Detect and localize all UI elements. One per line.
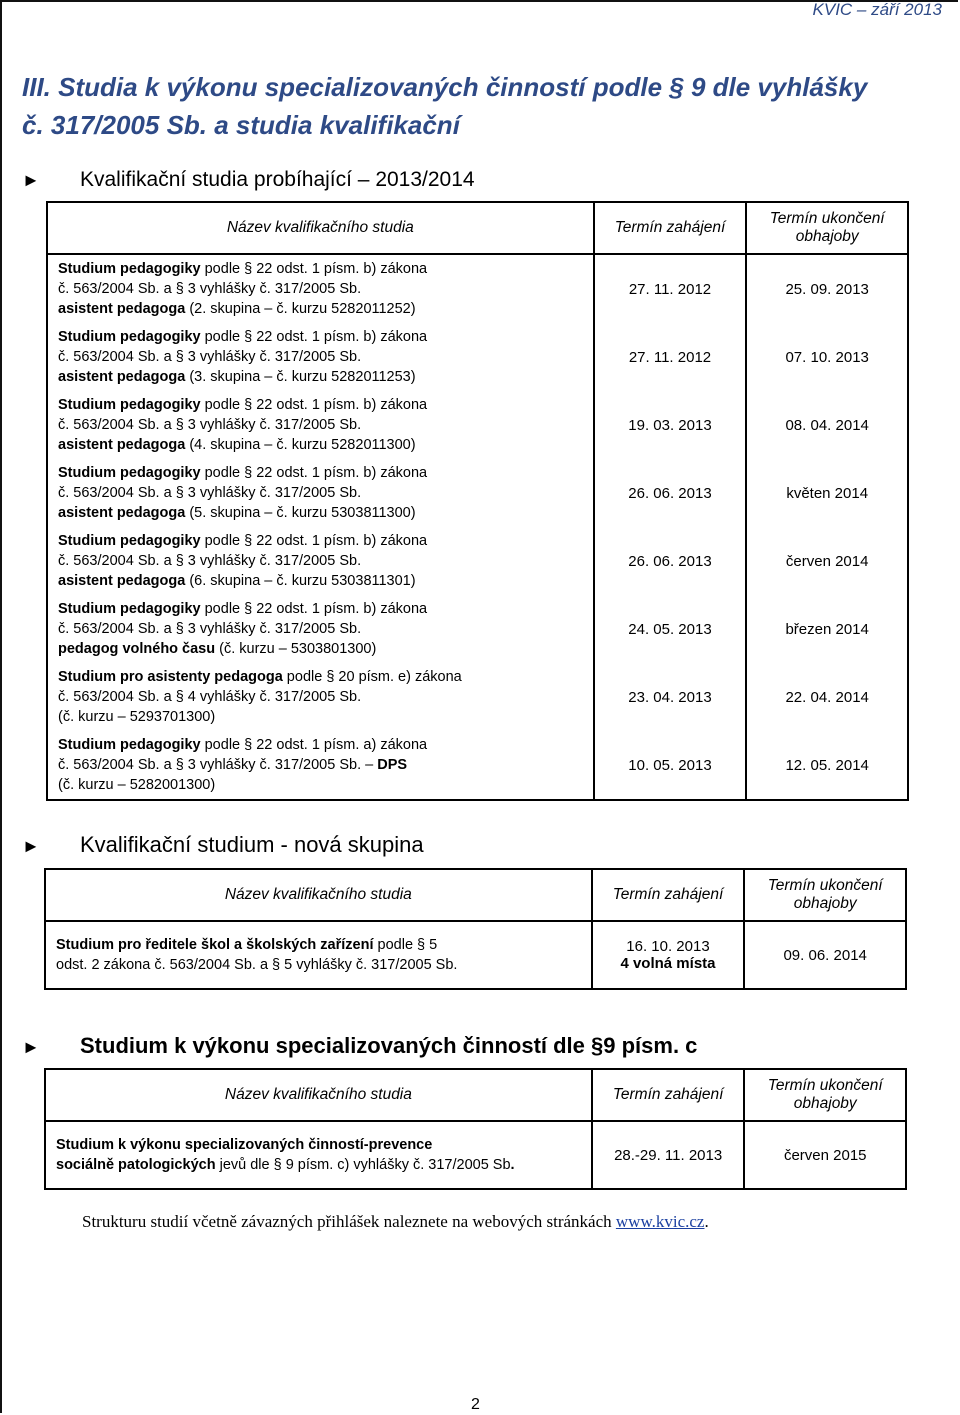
table-row (47, 731, 908, 800)
table-row (47, 527, 908, 595)
start-date: 10. 05. 2013 (594, 731, 747, 800)
table-row (45, 921, 906, 989)
arrow-right-icon: ► (22, 836, 40, 856)
study-name: Studium pedagogiky podle § 22 odst. 1 písm. b) zákona č. 563/2004 Sb. a § 3 vyhlášky č. 317/2005 Sb. asistent pedagoga (5. skupina – č. kurzu 5303811300) (47, 459, 594, 527)
arrow-right-icon: ► (22, 1037, 40, 1057)
start-date: 28.-29. 11. 2013 (592, 1121, 745, 1189)
study-name: Studium pro ředitele škol a školských zařízení podle § 5 odst. 2 zákona č. 563/2004 Sb. a § 5 vyhlášky č. 317/2005 Sb. (45, 921, 592, 989)
col-end: Termín ukončení obhajoby (744, 1069, 906, 1121)
table-row (47, 459, 908, 527)
col-start: Termín zahájení (592, 1069, 745, 1121)
col-name: Název kvalifikačního studia (47, 202, 594, 254)
running-header: KVIC – září 2013 (812, 0, 942, 19)
start-date: 26. 06. 2013 (594, 527, 747, 595)
end-date: květen 2014 (746, 459, 908, 527)
section2-heading: ► Kvalifikační studium - nová skupina (22, 832, 424, 857)
col-name: Název kvalifikačního studia (45, 1069, 592, 1121)
start-date: 23. 04. 2013 (594, 663, 747, 731)
end-date: červen 2015 (744, 1121, 906, 1189)
col-end: Termín ukončení obhajoby (744, 869, 906, 921)
end-date: 08. 04. 2014 (746, 391, 908, 459)
table-header-row (45, 869, 906, 921)
page-number: 2 (471, 1396, 480, 1413)
current-studies-table (46, 201, 909, 801)
start-date: 19. 03. 2013 (594, 391, 747, 459)
study-name: Studium pedagogiky podle § 22 odst. 1 písm. a) zákona č. 563/2004 Sb. a § 3 vyhlášky č. 317/2005 Sb. – DPS (č. kurzu – 5282001300) (47, 731, 594, 800)
study-name: Studium pedagogiky podle § 22 odst. 1 písm. b) zákona č. 563/2004 Sb. a § 3 vyhlášky č. 317/2005 Sb. pedagog volného času (č. kurzu – 5303801300) (47, 595, 594, 663)
study-name: Studium pedagogiky podle § 22 odst. 1 písm. b) zákona č. 563/2004 Sb. a § 3 vyhlášky č. 317/2005 Sb. asistent pedagoga (4. skupina – č. kurzu 5282011300) (47, 391, 594, 459)
section3-heading: ► Studium k výkonu specializovaných činností dle §9 písm. c (22, 1033, 698, 1058)
arrow-right-icon: ► (22, 170, 40, 190)
table-row (47, 595, 908, 663)
study-name: Studium pedagogiky podle § 22 odst. 1 písm. b) zákona č. 563/2004 Sb. a § 3 vyhlášky č. 317/2005 Sb. asistent pedagoga (3. skupina – č. kurzu 5282011253) (47, 323, 594, 391)
table-header-row (47, 202, 908, 254)
col-name: Název kvalifikačního studia (45, 869, 592, 921)
col-end: Termín ukončení obhajoby (746, 202, 908, 254)
study-name: Studium pedagogiky podle § 22 odst. 1 písm. b) zákona č. 563/2004 Sb. a § 3 vyhlášky č. 317/2005 Sb. asistent pedagoga (6. skupina – č. kurzu 5303811301) (47, 527, 594, 595)
table-row (47, 663, 908, 731)
start-date: 16. 10. 2013 4 volná místa (592, 921, 745, 989)
end-date: červen 2014 (746, 527, 908, 595)
start-date: 27. 11. 2012 (594, 323, 747, 391)
study-name: Studium k výkonu specializovaných činností-prevence sociálně patologických jevů dle § 9 písm. c) vyhlášky č. 317/2005 Sb. (45, 1121, 592, 1189)
table-row (47, 254, 908, 323)
page-title: III. Studia k výkonu specializovaných činností podle § 9 dle vyhlášky č. 317/2005 Sb. a studia kvalifikační (22, 72, 868, 140)
start-date: 27. 11. 2012 (594, 254, 747, 323)
end-date: březen 2014 (746, 595, 908, 663)
table-row (47, 323, 908, 391)
table-row (45, 1121, 906, 1189)
kvic-website-link[interactable]: www.kvic.cz (615, 1212, 705, 1231)
end-date: 12. 05. 2014 (746, 731, 908, 800)
table-header-row (45, 1069, 906, 1121)
footer-note: Strukturu studií včetně závazných přihlášek naleznete na webových stránkách www.kvic.cz. (82, 1212, 709, 1231)
free-places-note: 4 volná místa (620, 955, 716, 972)
new-group-table (44, 868, 907, 990)
end-date: 07. 10. 2013 (746, 323, 908, 391)
specialized-studies-table (44, 1068, 907, 1190)
end-date: 09. 06. 2014 (744, 921, 906, 989)
study-name: Studium pedagogiky podle § 22 odst. 1 písm. b) zákona č. 563/2004 Sb. a § 3 vyhlášky č. 317/2005 Sb. asistent pedagoga (2. skupina – č. kurzu 5282011252) (47, 254, 594, 323)
col-start: Termín zahájení (594, 202, 747, 254)
col-start: Termín zahájení (592, 869, 745, 921)
start-date: 24. 05. 2013 (594, 595, 747, 663)
study-name: Studium pro asistenty pedagoga podle § 20 písm. e) zákona č. 563/2004 Sb. a § 4 vyhlášky č. 317/2005 Sb. (č. kurzu – 5293701300) (47, 663, 594, 731)
end-date: 25. 09. 2013 (746, 254, 908, 323)
table-row (47, 391, 908, 459)
end-date: 22. 04. 2014 (746, 663, 908, 731)
section1-heading: ► Kvalifikační studia probíhající – 2013/2014 (22, 168, 475, 191)
start-date: 26. 06. 2013 (594, 459, 747, 527)
